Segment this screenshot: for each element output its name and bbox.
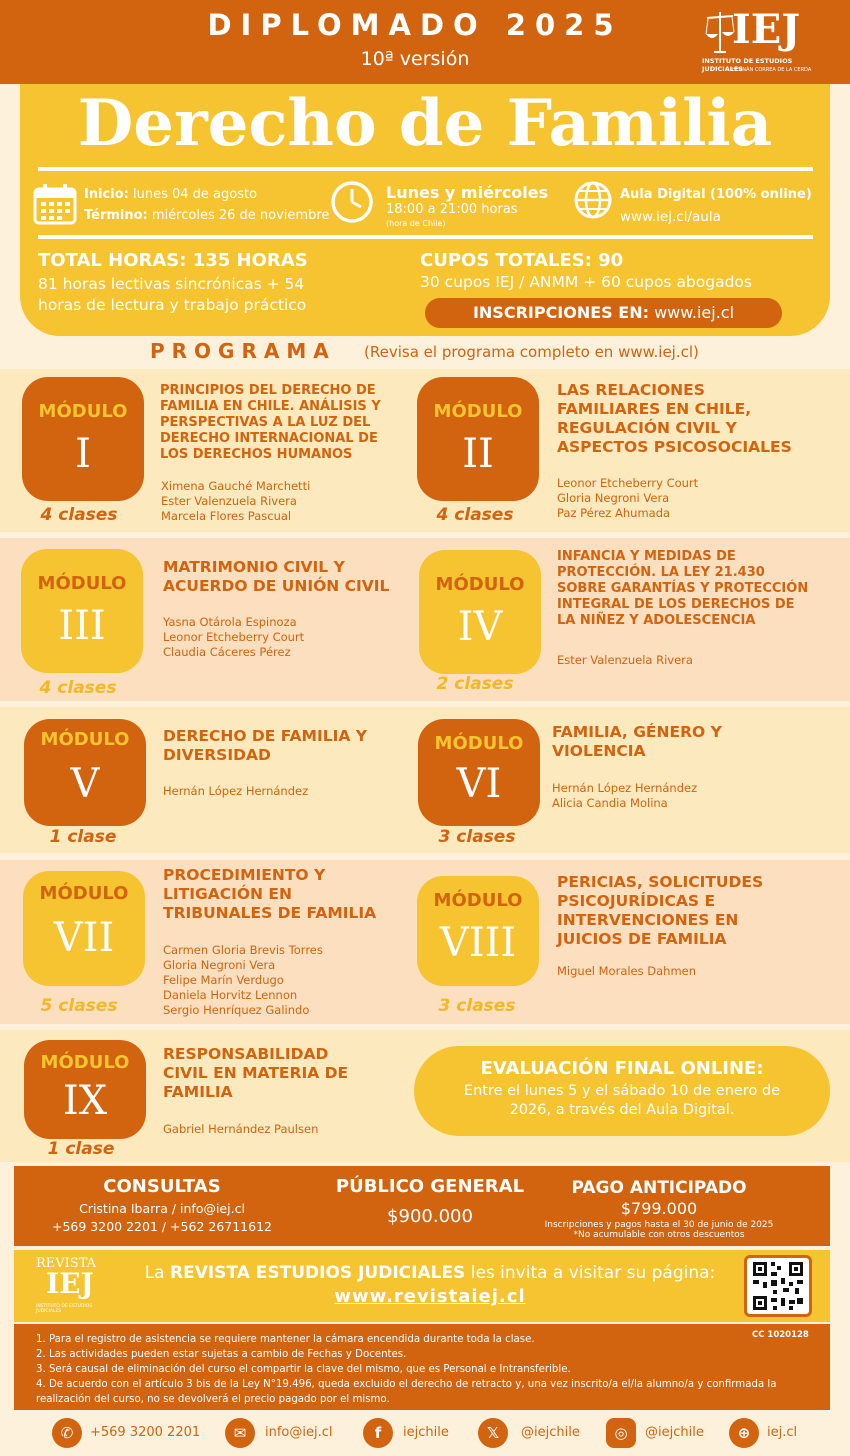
iej-logo: IEJ INSTITUTO DE ESTUDIOS JUDICIALES HERNÁN CORREA DE LA CERDA — [702, 6, 812, 73]
instagram-icon[interactable]: ◎ — [606, 1418, 636, 1448]
module-i-classes: 4 clases — [40, 505, 118, 525]
evaluacion-line2: 2026, a través del Aula Digital. — [509, 1102, 735, 1118]
module-vi-title: FAMILIA, GÉNERO Y VIOLENCIA — [552, 723, 722, 760]
social-web[interactable]: iej.cl — [767, 1425, 798, 1440]
module-v-title: DERECHO DE FAMILIA Y DIVERSIDAD — [163, 727, 368, 764]
pago-anticipado-title: PAGO ANTICIPADO — [571, 1178, 747, 1198]
evaluacion-title: EVALUACIÓN FINAL ONLINE: — [480, 1058, 764, 1079]
module-badge-iv: MÓDULO IV — [419, 550, 541, 674]
notes-box — [14, 1324, 830, 1410]
end-date: Término: miércoles 26 de noviembre — [84, 208, 330, 223]
module-ix-title: RESPONSABILIDAD CIVIL EN MATERIA DE FAMILIA — [163, 1045, 349, 1101]
module-iv-teachers: Ester Valenzuela Rivera — [557, 653, 693, 667]
qr-code[interactable] — [744, 1255, 812, 1317]
revista-box — [14, 1250, 830, 1322]
programa-heading: PROGRAMA — [150, 339, 336, 363]
x-icon[interactable]: 𝕏 — [478, 1418, 508, 1448]
cupos-detail: 30 cupos IEJ / ANMM + 60 cupos abogados — [420, 273, 752, 291]
module-badge-ii: MÓDULO II — [417, 377, 539, 501]
module-ix-teachers: Gabriel Hernández Paulsen — [163, 1122, 319, 1136]
module-ii-teachers: Leonor Etcheberry Court Gloria Negroni Vera Paz Pérez Ahumada — [557, 476, 699, 520]
module-badge-vi: MÓDULO VI — [418, 719, 540, 826]
whatsapp-icon[interactable]: ✆ — [52, 1418, 82, 1448]
module-viii-teachers: Miguel Morales Dahmen — [557, 964, 697, 978]
calendar-icon — [33, 183, 77, 225]
globe-icon[interactable]: ⊕ — [729, 1418, 759, 1448]
evaluacion-line1: Entre el lunes 5 y el sábado 10 de enero de — [463, 1083, 781, 1099]
divider — [38, 235, 813, 239]
diplomado-title: DIPLOMADO 2025 — [207, 8, 623, 42]
module-viii-classes: 3 clases — [438, 996, 516, 1016]
social-whatsapp[interactable]: +569 3200 2201 — [90, 1425, 201, 1440]
pago-anticipado-note1: Inscripciones y pagos hasta el 30 de junio de 2025 — [544, 1220, 774, 1230]
module-iv-title: INFANCIA Y MEDIDAS DE PROTECCIÓN. LA LEY 21.430 SOBRE GARANTÍAS Y PROTECCIÓN INTEGRAL DE LOS DERECHOS DE LA NIÑEZ Y ADOLESCENCIA — [557, 549, 809, 628]
module-vii-title: PROCEDIMIENTO Y LITIGACIÓN EN TRIBUNALES DE FAMILIA — [163, 866, 377, 922]
module-v-teachers: Hernán López Hernández — [163, 784, 309, 798]
social-x[interactable]: @iejchile — [521, 1425, 580, 1440]
header-bar — [0, 0, 850, 84]
module-v-classes: 1 clase — [49, 827, 117, 847]
consultas-contact[interactable]: Cristina Ibarra / info@iej.cl — [79, 1201, 245, 1216]
platform-label: Aula Digital (100% online) — [620, 187, 812, 202]
hours-detail-1: 81 horas lectivas sincrónicas + 54 — [38, 275, 305, 293]
evaluacion-box — [414, 1046, 830, 1136]
total-hours: TOTAL HORAS: 135 HORAS — [38, 250, 308, 271]
globe-icon — [573, 180, 613, 222]
consultas-phones[interactable]: +569 3200 2201 / +562 26711612 — [52, 1219, 272, 1234]
module-vi-classes: 3 clases — [438, 827, 516, 847]
pago-anticipado-price: $799.000 — [620, 1199, 698, 1218]
mail-icon[interactable]: ✉ — [225, 1418, 255, 1448]
platform-url[interactable]: www.iej.cl/aula — [620, 209, 721, 225]
module-viii-title: PERICIAS, SOLICITUDES PSICOJURÍDICAS E INTERVENCIONES EN JUICIOS DE FAMILIA — [557, 873, 764, 948]
version-label: 10ª versión — [360, 48, 470, 70]
module-vii-teachers: Carmen Gloria Brevis Torres Gloria Negroni Vera Felipe Marín Verdugo Daniela Horvitz Lennon Sergio Henríquez Galindo — [163, 943, 323, 1017]
social-facebook[interactable]: iejchile — [403, 1425, 449, 1440]
module-vi-teachers: Hernán López Hernández Alicia Candia Molina — [552, 781, 698, 810]
clock-icon — [330, 180, 374, 224]
timezone-note: (hora de Chile) — [386, 219, 446, 228]
module-ii-classes: 4 clases — [436, 505, 514, 525]
notes-list: 1. Para el registro de asistencia se requiere mantener la cámara encendida durante toda la clase. 2. Las actividades pueden estar sujetas a cambio de Fechas y Docentes. 3. Será causal de eliminación del curso el compartir la clave del mismo, que es Personal e Intransferible. 4. De acuerdo con el artículo 3 bis de la Ley N°19.496, queda excluido el derecho de retracto y, una vez inscrito/a el/la alumno/a y confirmada la realización del curso, no se devolverá el precio pagado por el mismo. — [36, 1334, 777, 1405]
module-badge-i: MÓDULO I — [22, 377, 144, 501]
module-ii-title: LAS RELACIONES FAMILIARES EN CHILE, REGULACIÓN CIVIL Y ASPECTOS PSICOSOCIALES — [557, 381, 792, 456]
module-badge-vii: MÓDULO VII — [23, 871, 145, 986]
class-days: Lunes y miércoles — [386, 183, 549, 202]
module-iii-teachers: Yasna Otárola Espinoza Leonor Etcheberry Court Claudia Cáceres Pérez — [163, 615, 305, 659]
revista-logo: REVISTA IEJ INSTITUTO DE ESTUDIOS JUDICIALES — [36, 1256, 97, 1314]
module-badge-viii: MÓDULO VIII — [417, 876, 539, 986]
module-badge-v: MÓDULO V — [24, 719, 146, 826]
social-instagram[interactable]: @iejchile — [645, 1425, 704, 1440]
consultas-title: CONSULTAS — [103, 1176, 221, 1197]
revista-url[interactable]: www.revistaiej.cl — [334, 1286, 526, 1307]
module-badge-iii: MÓDULO III — [21, 549, 143, 673]
inscripciones-button[interactable]: INSCRIPCIONES EN: www.iej.cl — [425, 298, 782, 328]
module-iii-classes: 4 clases — [39, 678, 117, 698]
programa-note: (Revisa el programa completo en www.iej.cl) — [364, 343, 699, 361]
revista-invite: La REVISTA ESTUDIOS JUDICIALES les invita a visitar su página: — [144, 1263, 716, 1283]
module-iv-classes: 2 clases — [436, 674, 514, 694]
module-i-title: PRINCIPIOS DEL DERECHO DE FAMILIA EN CHILE. ANÁLISIS Y PERSPECTIVAS A LA LUZ DEL DERECHO INTERNACIONAL DE LOS DERECHOS HUMANOS — [160, 383, 381, 462]
publico-general-title: PÚBLICO GENERAL — [335, 1176, 525, 1197]
module-badge-ix: MÓDULO IX — [24, 1040, 146, 1139]
course-title: Derecho de Familia — [77, 86, 773, 161]
module-i-teachers: Ximena Gauché Marchetti Ester Valenzuela Rivera Marcela Flores Pascual — [161, 479, 311, 523]
hours-detail-2: horas de lectura y trabajo práctico — [38, 296, 307, 314]
social-bar — [0, 1410, 850, 1456]
module-iii-title: MATRIMONIO CIVIL Y ACUERDO DE UNIÓN CIVIL — [163, 558, 390, 595]
divider — [38, 167, 813, 171]
module-ix-classes: 1 clase — [47, 1139, 115, 1159]
pago-anticipado-note2: *No acumulable con otros descuentos — [573, 1230, 745, 1240]
module-vii-classes: 5 clases — [40, 996, 118, 1016]
class-hours: 18:00 a 21:00 horas — [386, 202, 518, 217]
total-cupos: CUPOS TOTALES: 90 — [420, 250, 624, 271]
facebook-icon[interactable]: f — [363, 1418, 393, 1448]
consultas-box — [14, 1166, 830, 1246]
social-mail[interactable]: info@iej.cl — [265, 1425, 333, 1440]
start-date: Inicio: lunes 04 de agosto — [84, 187, 258, 202]
course-code: CC 1020128 — [752, 1330, 809, 1340]
publico-general-price: $900.000 — [387, 1206, 473, 1227]
